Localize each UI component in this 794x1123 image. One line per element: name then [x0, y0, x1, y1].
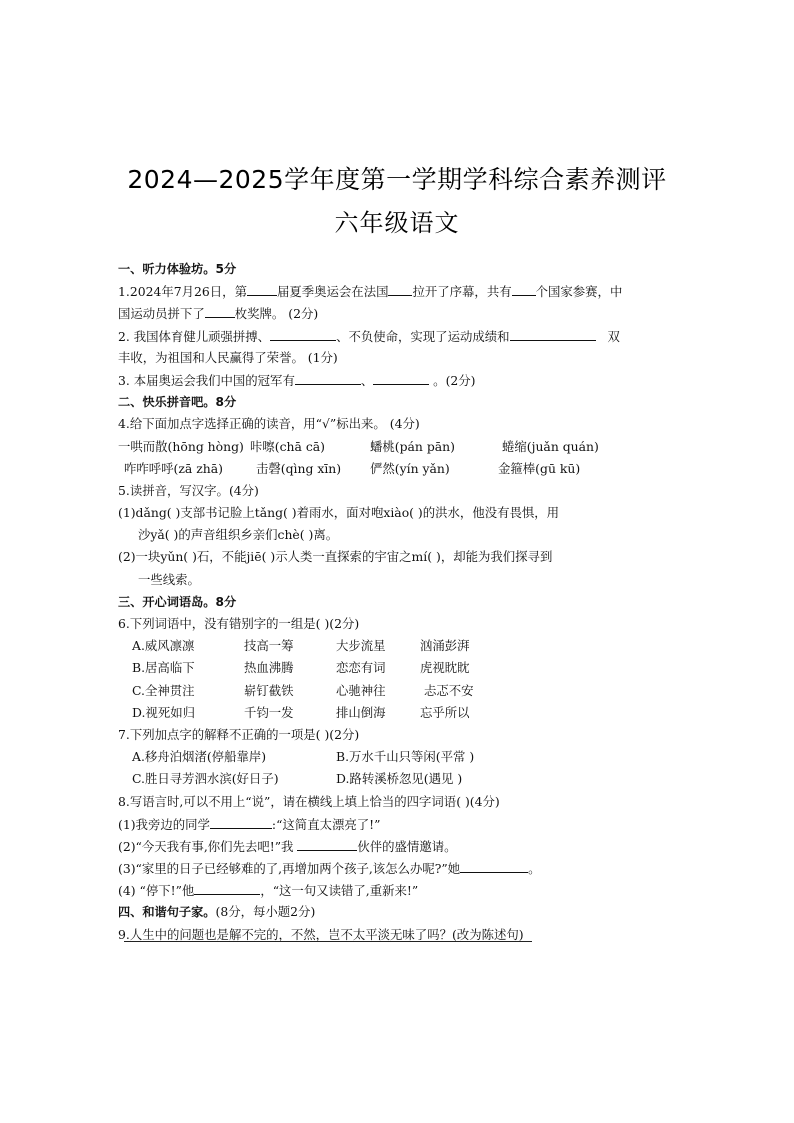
q8-3-text-a: (3)“家里的日子已经够难的了,再增加两个孩子,该怎么办呢?”她: [118, 861, 461, 877]
q6-word: 大步流星: [336, 638, 386, 654]
q6-word: A.威风凛凛: [132, 638, 195, 654]
question-1-line-2: [118, 302, 684, 324]
question-2-line-1: [118, 325, 684, 347]
q4-item[interactable]: 击磬(qìng xīn): [256, 460, 342, 476]
q8-4-text-a: (4) “停下!”他: [118, 883, 195, 899]
q6-word: 千钧一发: [244, 704, 294, 720]
q6-word: 忐忑不安: [424, 682, 474, 698]
q8-1-text-b: :“这简直太漂亮了!”: [271, 816, 381, 832]
q2-blank-2[interactable]: [510, 325, 596, 341]
q3-blank-2[interactable]: [373, 369, 429, 385]
q5-part-1-line-2: 沙yǎ( )的声音组织乡亲们chè( )离。: [138, 527, 339, 543]
question-6: 6.下列词语中，没有错别字的一组是( )(2分): [118, 616, 360, 631]
q6-word: 崭钉截铁: [244, 682, 294, 698]
q1-text-e: 国运动员拼下了: [118, 306, 205, 322]
q5-part-1-line-1: (1)dǎng( )支部书记脸上tǎng( )着雨水，面对咆xiào( )的洪水，他没有畏惧，用: [118, 505, 560, 521]
q4-item[interactable]: 金箍棒(gū kū): [498, 460, 581, 476]
q5-part-2-line-1: (2)一块yǔn( )石，不能jiē( )示人类一直探索的宇宙之mí( )，却能为我们探寻到: [118, 549, 553, 565]
q7-options-row-1: [118, 746, 684, 768]
q6-word: 恋恋有词: [336, 660, 386, 676]
q8-1-blank[interactable]: [210, 813, 272, 829]
q6-word: 忘乎所以: [420, 704, 470, 720]
section-4-title: 四、和谐句子家。: [118, 905, 216, 920]
q2-text-b: 、不负使命，实现了运动成绩和: [336, 328, 510, 344]
q6-option-c[interactable]: [118, 680, 684, 702]
q6-word: 技高一筹: [244, 638, 294, 654]
section-heading-pinyin: 二、快乐拼音吧。8分: [118, 395, 237, 410]
exam-title: 2024—2025学年度第一学期学科综合素养测评: [127, 165, 667, 194]
q4-item[interactable]: 蟠桃(pán pān): [370, 438, 455, 454]
section-heading-listening: 一、听力体验坊。5分: [118, 262, 237, 276]
q6-word: D.视死如归: [132, 704, 195, 720]
q7-option-b[interactable]: B.万水千山只等闲(平常 ): [336, 749, 475, 765]
q7-option-a[interactable]: A.移舟泊烟渚(停船靠岸): [132, 749, 267, 765]
question-1-line-1: [118, 280, 684, 302]
exam-content: [118, 258, 684, 946]
section-heading-words: 三、开心词语岛。8分: [118, 594, 237, 609]
q1-blank-1[interactable]: [247, 280, 277, 296]
q1-text-c: 拉开了序幕，共有: [412, 284, 512, 300]
q8-2-text-a: (2)“今天我有事,你们先去吧!”我: [118, 838, 298, 854]
q6-word: 心驰神往: [336, 682, 386, 698]
q7-options-row-2: [118, 768, 684, 790]
q8-4-blank[interactable]: [194, 879, 260, 895]
q6-option-a[interactable]: [118, 635, 684, 657]
q4-item[interactable]: 一哄而散(hōng hòng): [118, 438, 244, 454]
q8-part-4: [118, 879, 684, 901]
question-7: 7.下列加点字的解释不正确的一项是( )(2分): [118, 726, 360, 742]
q2-blank-1[interactable]: [270, 325, 336, 341]
q7-option-c[interactable]: C.胜日寻芳泗水滨(好日子): [132, 771, 279, 787]
q2-text-c: 双: [607, 328, 620, 344]
question-5: 5.读拼音，写汉字。(4分): [118, 482, 259, 498]
q1-blank-2[interactable]: [388, 280, 412, 296]
q6-word: 热血沸腾: [244, 660, 294, 676]
q1-text-a: 1.2024年7月26日，第: [118, 284, 247, 300]
q1-text-b: 届夏季奥运会在法国: [276, 284, 389, 300]
q4-row-1: [118, 436, 684, 458]
q3-text-c: 。(2分): [429, 372, 476, 388]
q8-1-text-a: (1)我旁边的同学: [118, 816, 210, 832]
section-4-note: (8分，每小题2分): [215, 904, 316, 920]
q2-text-a: 2. 我国体育健儿顽强拼搏、: [118, 328, 271, 344]
q4-item[interactable]: 蜷缩(juǎn quán): [502, 438, 599, 454]
q8-2-blank[interactable]: [297, 835, 357, 851]
question-2-line-2: 丰收，为祖国和人民赢得了荣誉。 (1分): [118, 349, 338, 365]
q1-blank-3[interactable]: [512, 280, 536, 296]
q1-text-d: 个国家参赛，中: [535, 284, 623, 300]
q4-item[interactable]: 咔嚓(chā cā): [250, 438, 326, 454]
q8-3-text-b: 。: [528, 861, 541, 877]
q6-word: 排山倒海: [336, 704, 386, 720]
q4-row-2: [118, 458, 684, 480]
q6-option-b[interactable]: [118, 657, 684, 679]
question-3: [118, 369, 684, 391]
q6-option-d[interactable]: [118, 702, 684, 724]
q8-2-text-b: 伙伴的盛情邀请。: [357, 838, 457, 854]
question-4: 4.给下面加点字选择正确的读音，用“√”标出来。 (4分): [118, 416, 420, 432]
section-heading-sentences: [118, 901, 684, 923]
q3-text-a: 3. 本届奥运会我们中国的冠军有: [118, 372, 295, 388]
q6-word: C.全神贯注: [132, 682, 195, 698]
question-9: 9.人生中的问题也是解不完的，不然，岂不太平淡无味了吗？(改为陈述句): [118, 926, 524, 942]
q8-3-blank[interactable]: [460, 857, 528, 873]
q8-part-2: [118, 835, 684, 857]
q6-word: B.居高临下: [132, 660, 195, 676]
q6-word: 虎视眈眈: [420, 660, 470, 676]
q9-answer-line[interactable]: [124, 941, 532, 942]
question-8: 8.写语言时,可以不用上“说”，请在横线上填上恰当的四字词语( )(4分): [118, 793, 500, 809]
q6-word: 汹涌彭湃: [420, 638, 470, 654]
q8-part-3: [118, 857, 684, 879]
q4-item[interactable]: 俨然(yín yǎn): [370, 460, 450, 476]
q3-text-b: 、: [360, 372, 374, 388]
q8-part-1: [118, 813, 684, 835]
q1-text-f: 枚奖牌。 (2分): [234, 306, 319, 322]
q3-blank-1[interactable]: [295, 369, 361, 385]
q7-option-d[interactable]: D.路转溪桥忽见(遇见 ): [336, 771, 463, 787]
exam-subtitle: 六年级语文: [334, 209, 460, 237]
q5-part-2-line-2: 一些线索。: [138, 571, 200, 587]
q1-blank-4[interactable]: [205, 302, 235, 318]
q8-4-text-b: ，“这一句又读错了,重新来!”: [260, 883, 419, 899]
q4-item[interactable]: 咋咋呼呼(zā zhā): [124, 460, 223, 476]
